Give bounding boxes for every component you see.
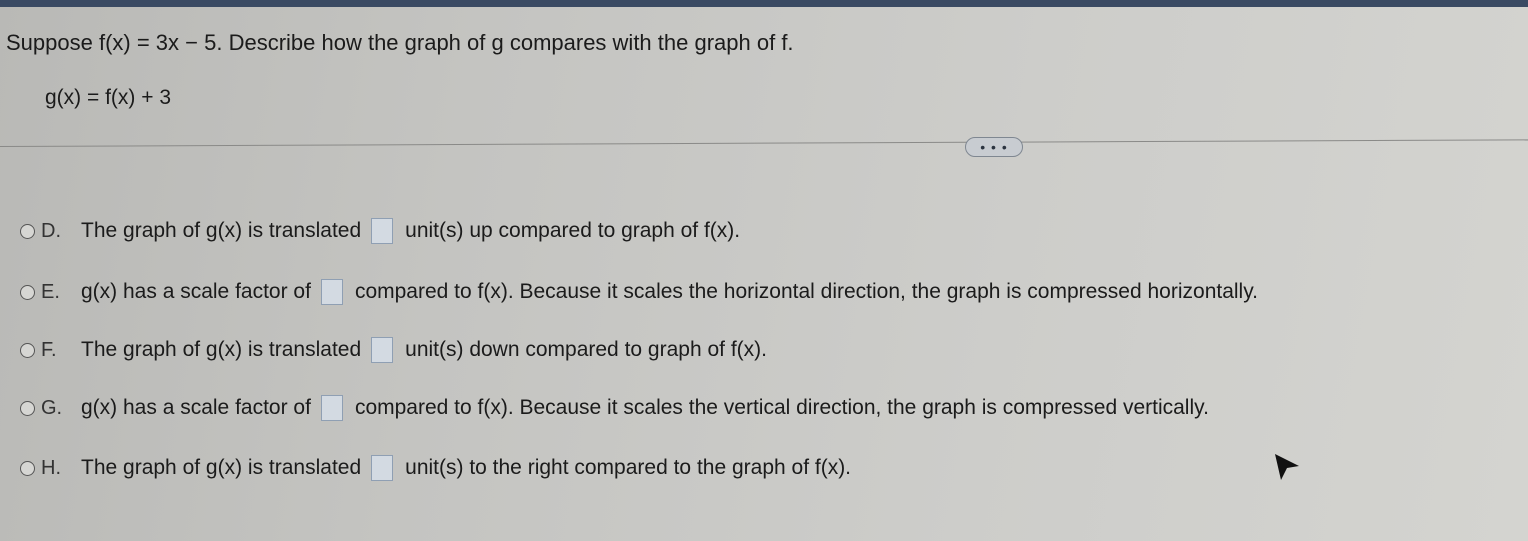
radio-button[interactable] xyxy=(20,343,35,358)
top-strip xyxy=(0,0,1528,7)
function-definition: g(x) = f(x) + 3 xyxy=(45,86,172,109)
option-text-after: unit(s) to the right compared to the graph of f(x). xyxy=(405,456,852,479)
option-h[interactable] xyxy=(20,455,851,481)
radio-button[interactable] xyxy=(20,401,35,416)
option-text-after: unit(s) up compared to graph of f(x). xyxy=(405,219,741,242)
radio-button[interactable] xyxy=(20,224,35,239)
mouse-pointer-icon xyxy=(1272,452,1302,482)
answer-input-box[interactable] xyxy=(321,279,343,305)
option-letter: H. xyxy=(41,456,61,479)
option-text-before: The graph of g(x) is translated xyxy=(81,456,362,479)
answer-input-box[interactable] xyxy=(321,395,343,421)
option-text-after: compared to f(x). Because it scales the vertical direction, the graph is compressed vertically. xyxy=(354,396,1209,419)
radio-button[interactable] xyxy=(20,461,35,476)
divider xyxy=(0,139,1528,147)
option-text-after: compared to f(x). Because it scales the horizontal direction, the graph is compressed horizontally. xyxy=(354,280,1258,303)
option-text-before: The graph of g(x) is translated xyxy=(81,338,362,361)
radio-button[interactable] xyxy=(20,285,35,300)
answer-input-box[interactable] xyxy=(371,455,393,481)
option-letter: D. xyxy=(41,219,61,242)
option-text-before: g(x) has a scale factor of xyxy=(81,280,311,303)
option-text-before: g(x) has a scale factor of xyxy=(81,396,311,419)
more-button[interactable]: • • • xyxy=(965,137,1023,157)
option-letter: G. xyxy=(41,396,63,419)
option-f[interactable] xyxy=(20,337,767,363)
question-text: Suppose f(x) = 3x − 5. Describe how the graph of g compares with the graph of f. xyxy=(6,30,794,55)
option-letter: E. xyxy=(41,280,60,303)
option-text-before: The graph of g(x) is translated xyxy=(81,219,362,242)
option-d[interactable] xyxy=(20,218,740,244)
option-e[interactable] xyxy=(20,279,1258,305)
option-text-after: unit(s) down compared to graph of f(x). xyxy=(405,338,767,361)
answer-input-box[interactable] xyxy=(371,337,393,363)
option-g[interactable] xyxy=(20,395,1209,421)
answer-input-box[interactable] xyxy=(371,218,393,244)
option-letter: F. xyxy=(41,338,57,361)
